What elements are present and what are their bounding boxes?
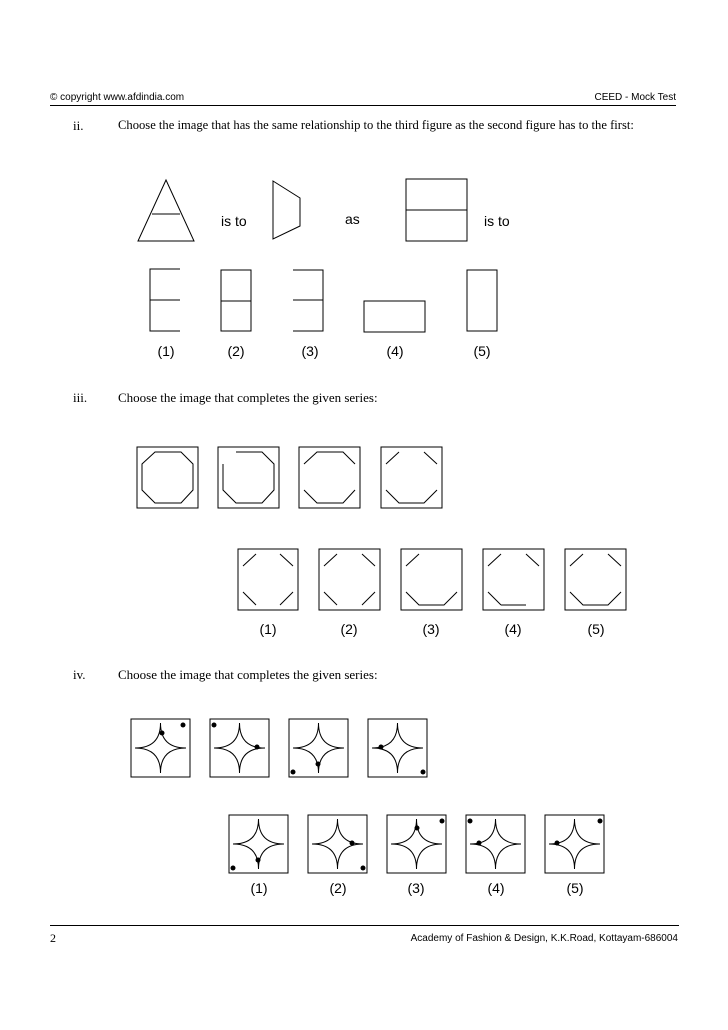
- option-4-figure[interactable]: [364, 301, 425, 332]
- option-3-label: (3): [422, 621, 440, 637]
- option-5-label: (5): [566, 880, 584, 896]
- option-4-figure[interactable]: [483, 549, 544, 610]
- question-text: Choose the image that completes the given series:: [118, 390, 378, 405]
- question-number: iv.: [73, 667, 86, 682]
- option-5-label: (5): [473, 343, 491, 359]
- option-5-figure[interactable]: [467, 270, 497, 331]
- option-2-label: (2): [340, 621, 358, 637]
- series-figure-3: [289, 719, 348, 777]
- question-text: Choose the image that has the same relationship to the third figure as the second figure has to the first:: [118, 118, 634, 132]
- option-1-label: (1): [250, 880, 268, 896]
- question-text: Choose the image that completes the given series:: [118, 667, 378, 682]
- option-1-label: (1): [157, 343, 175, 359]
- option-5-label: (5): [587, 621, 605, 637]
- option-3-label: (3): [407, 880, 425, 896]
- option-4-label: (4): [487, 880, 505, 896]
- option-1-figure[interactable]: [150, 269, 180, 331]
- figure-triangle-shape: [138, 180, 194, 241]
- figure-split-rectangle-shape: [406, 179, 467, 241]
- option-4-label: (4): [386, 343, 404, 359]
- option-3-figure[interactable]: [293, 270, 323, 331]
- series-figure-2: [210, 719, 269, 777]
- option-4-figure[interactable]: [466, 815, 525, 873]
- option-2-figure[interactable]: [308, 815, 367, 873]
- footer-rule: [50, 925, 679, 926]
- option-2-label: (2): [329, 880, 347, 896]
- option-3-figure[interactable]: [401, 549, 462, 610]
- series-figure-3: [299, 447, 360, 508]
- series-figure-1: [137, 447, 198, 508]
- option-4-label: (4): [504, 621, 522, 637]
- option-1-figure[interactable]: [229, 815, 288, 873]
- option-2-figure[interactable]: [221, 270, 251, 331]
- page-number: 2: [50, 931, 56, 945]
- option-2-figure[interactable]: [319, 549, 380, 610]
- figure-trapezoid-shape: [273, 181, 300, 239]
- option-5-figure[interactable]: [545, 815, 604, 873]
- header-test-title: CEED - Mock Test: [594, 92, 676, 103]
- as-label: as: [345, 211, 360, 227]
- series-figure-1: [131, 719, 190, 777]
- footer-address: Academy of Fashion & Design, K.K.Road, Kottayam-686004: [410, 933, 678, 944]
- header-copyright: © copyright www.afdindia.com: [50, 92, 185, 103]
- option-5-figure[interactable]: [565, 549, 626, 610]
- option-1-figure[interactable]: [238, 549, 298, 610]
- question-number: iii.: [73, 390, 88, 405]
- option-3-figure[interactable]: [387, 815, 446, 873]
- option-3-label: (3): [301, 343, 319, 359]
- is-to-label: is to: [221, 213, 247, 229]
- question-number: ii.: [73, 118, 84, 133]
- series-figure-2: [218, 447, 279, 508]
- series-figure-4: [368, 719, 427, 777]
- series-figure-4: [381, 447, 442, 508]
- is-to-label: is to: [484, 213, 510, 229]
- option-1-label: (1): [259, 621, 277, 637]
- option-2-label: (2): [227, 343, 245, 359]
